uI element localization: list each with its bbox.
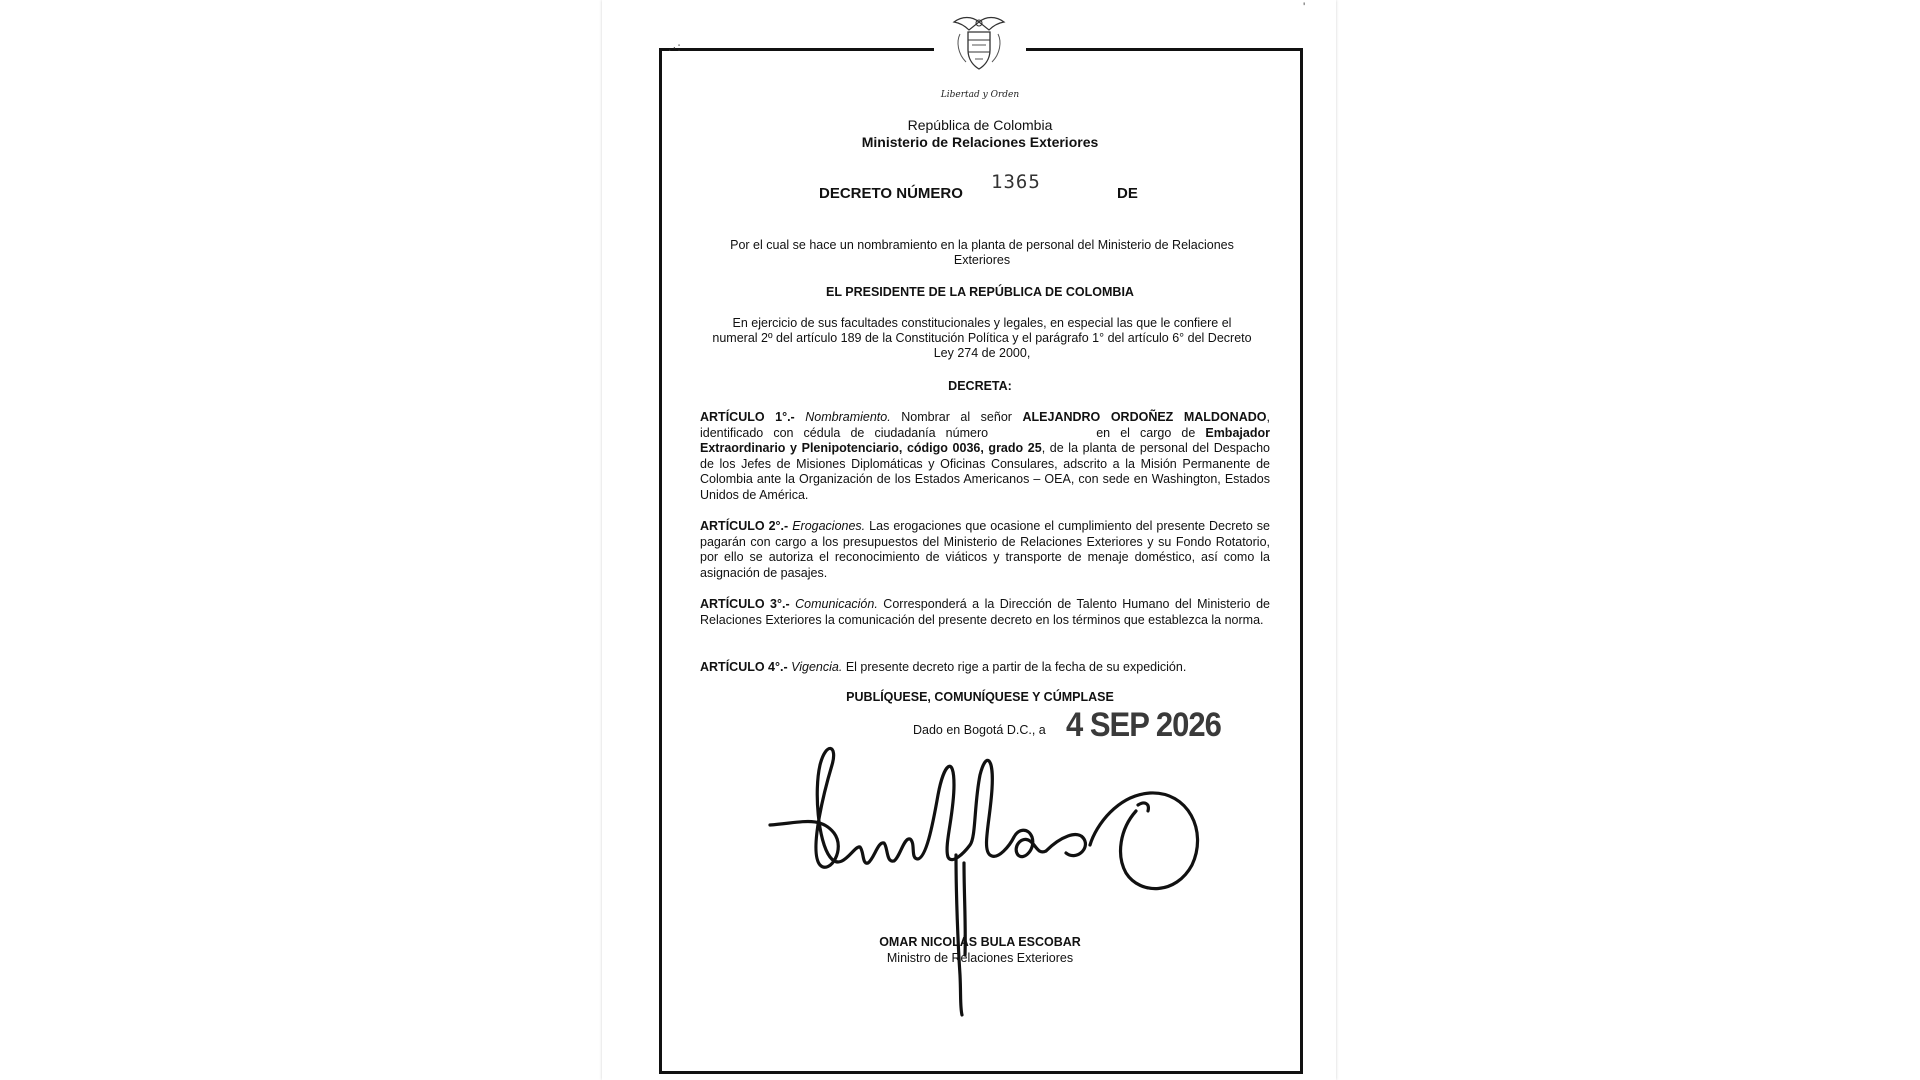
decree-label: DECRETO NÚMERO — [819, 185, 963, 202]
article-1-text-c: en el cargo de — [1096, 425, 1196, 440]
article-4-text: El presente decreto rige a partir de la fecha de su expedición. — [845, 660, 1187, 674]
article-4 — [700, 660, 1270, 676]
article-1-text-a: Nombrar al señor — [901, 410, 1012, 424]
republic-heading: República de Colombia — [907, 117, 1053, 133]
article-3-text: Corresponderá a la Dirección de Talento Humano del Ministerio de Relaciones Exteriores la comunicación del presente decreto en los términos que establezca la norma. — [700, 597, 1270, 627]
article-1 — [700, 410, 1270, 503]
decree-de-label: DE — [1117, 185, 1138, 202]
handwritten-signature — [760, 745, 1230, 1020]
crest-motto: Libertad y Orden — [940, 90, 1020, 100]
signer-name: OMAR NICOLÁS BULA ESCOBAR — [879, 935, 1081, 949]
article-2-label: ARTÍCULO 2°.- — [700, 519, 789, 533]
preamble: En ejercicio de sus facultades constitucionales y legales, en especial las que le confiere el numeral 2º del artículo 189 de la Constitución Política y el parágrafo 1° del artículo 6° del Decreto Ley 274 de 2000, — [712, 316, 1252, 360]
article-3-label: ARTÍCULO 3°.- — [700, 597, 790, 611]
article-1-text-b: , identificado con cédula de ciudadanía número — [700, 410, 1270, 440]
authority-heading: EL PRESIDENTE DE LA REPÚBLICA DE COLOMBIA — [826, 285, 1134, 299]
decreta-heading: DECRETA: — [948, 379, 1012, 393]
article-4-label: ARTÍCULO 4°.- — [700, 660, 788, 674]
article-2 — [700, 519, 1270, 581]
date-stamp: 4 SEP 2026 — [1066, 704, 1221, 745]
appointment-position: Embajador Extraordinario y Plenipotenciario, código 0036, grado 25 — [700, 425, 1270, 455]
article-4-title: Vigencia. — [791, 660, 843, 674]
given-at: Dado en Bogotá D.C., a — [913, 723, 1046, 737]
article-2-title: Erogaciones. — [792, 519, 866, 533]
appointee-name: ALEJANDRO ORDOÑEZ MALDONADO — [1022, 410, 1267, 424]
signer-title: Ministro de Relaciones Exteriores — [886, 951, 1074, 965]
coat-of-arms-icon — [948, 14, 1010, 72]
closing-formula: PUBLÍQUESE, COMUNÍQUESE Y CÚMPLASE — [846, 690, 1114, 704]
scan-speck: .·: — [668, 40, 682, 54]
decree-subject: Por el cual se hace un nombramiento en la planta de personal del Ministerio de Relaciones Exteriores — [730, 238, 1234, 267]
corner-mark: ' — [1303, 0, 1306, 14]
article-1-title: Nombramiento. — [805, 410, 891, 424]
article-1-text-d: , de la planta de personal del Despacho de los Jefes de Misiones Diplomáticas y Oficinas Consulares, adscrito a la Misión Permanente de Colombia ante la Organización de los Estados Americanos – OEA, con sede en Washington, Estados Unidos de América. — [700, 441, 1270, 502]
article-3 — [700, 597, 1270, 628]
article-3-title: Comunicación. — [795, 597, 878, 611]
ministry-heading: Ministerio de Relaciones Exteriores — [861, 134, 1099, 150]
decree-number: 1365 — [991, 171, 1041, 193]
article-2-text: Las erogaciones que ocasione el cumplimiento del presente Decreto se pagarán con cargo a los presupuestos del Ministerio de Relaciones Exteriores y su Fondo Rotatorio, por ello se autoriza el reconocimiento de viáticos y transporte de menaje doméstico, así como la asignación de pasajes. — [700, 519, 1270, 580]
article-1-label: ARTÍCULO 1°.- — [700, 410, 795, 424]
